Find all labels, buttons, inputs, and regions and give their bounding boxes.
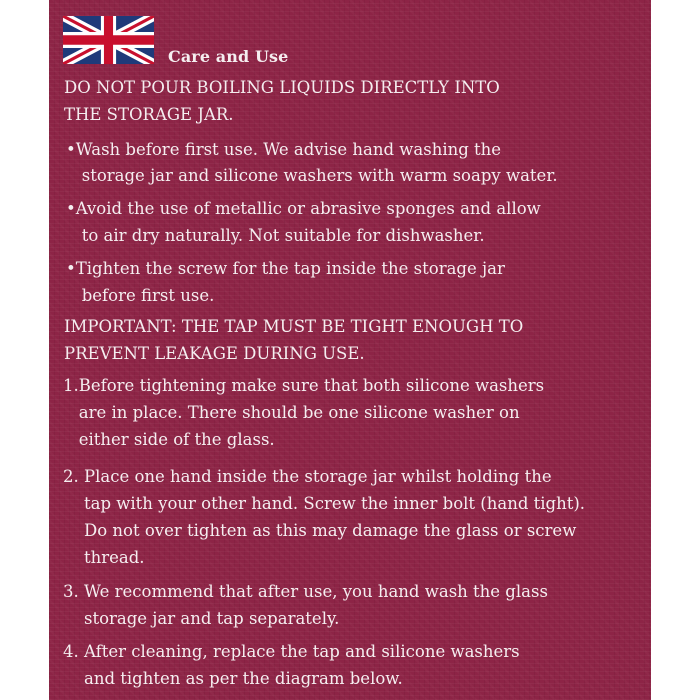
important-line: PREVENT LEAKAGE DURING USE.: [64, 344, 365, 363]
important-line: IMPORTANT: THE TAP MUST BE TIGHT ENOUGH TO: [64, 317, 524, 336]
bullet-line: •Tighten the screw for the tap inside the storage jar: [66, 259, 505, 278]
bullet-line: •Avoid the use of metallic or abrasive sponges and allow: [66, 199, 541, 218]
step-line: Do not over tighten as this may damage the glass or screw: [63, 521, 577, 540]
step-line: thread.: [63, 548, 145, 567]
step-line: 4. After cleaning, replace the tap and silicone washers: [63, 642, 520, 661]
care-heading: Care and Use: [168, 47, 289, 66]
warning-line: DO NOT POUR BOILING LIQUIDS DIRECTLY INTO: [64, 78, 500, 97]
bullet-line: to air dry naturally. Not suitable for dishwasher.: [66, 226, 485, 245]
care-card: [49, 0, 651, 700]
step-line: storage jar and tap separately.: [63, 609, 340, 628]
step-line: are in place. There should be one silicone washer on: [63, 403, 520, 422]
step-line: 2. Place one hand inside the storage jar whilst holding the: [63, 467, 552, 486]
step-line: 1.Before tightening make sure that both silicone washers: [63, 376, 545, 395]
step-line: and tighten as per the diagram below.: [63, 669, 403, 688]
bullet-line: before first use.: [66, 286, 215, 305]
step-line: either side of the glass.: [63, 430, 275, 449]
bullet-line: storage jar and silicone washers with warm soapy water.: [66, 166, 558, 185]
step-line: 3. We recommend that after use, you hand wash the glass: [63, 582, 548, 601]
step-line: tap with your other hand. Screw the inner bolt (hand tight).: [63, 494, 586, 513]
warning-line: THE STORAGE JAR.: [64, 105, 234, 124]
bullet-line: •Wash before first use. We advise hand washing the: [66, 140, 502, 159]
union-jack-icon: [63, 16, 154, 64]
